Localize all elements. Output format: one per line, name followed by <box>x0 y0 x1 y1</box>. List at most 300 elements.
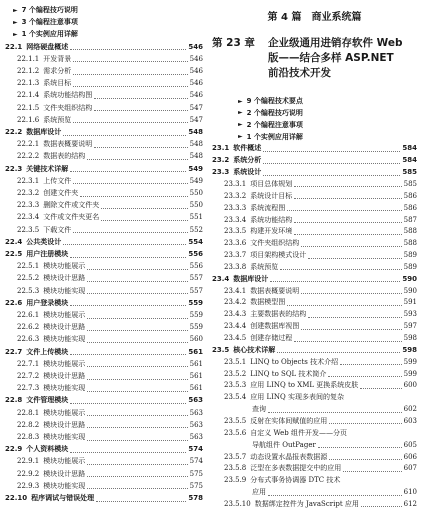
toc-page-number: 561 <box>189 372 203 380</box>
toc-dot-leader <box>70 348 186 355</box>
toc-subsection-entry[interactable] <box>212 308 417 320</box>
toc-subsection-entry[interactable] <box>5 468 203 480</box>
toc-page-number: 559 <box>189 311 203 319</box>
toc-subsection-entry[interactable] <box>5 285 203 297</box>
toc-entry-number: 23.3 <box>212 168 230 177</box>
toc-entry-title: 系统流程图 <box>250 203 286 212</box>
toc-subsection-entry[interactable] <box>5 150 203 162</box>
toc-dot-leader <box>340 358 402 365</box>
toc-page-number: 605 <box>403 440 417 449</box>
toc-dot-leader <box>70 446 186 453</box>
bullet-arrow-icon: ► <box>13 6 18 14</box>
toc-entry-number: 23.4.3 <box>224 310 247 319</box>
toc-page-number: 602 <box>403 405 417 414</box>
toc-dot-leader <box>87 458 187 465</box>
toc-subsection-entry[interactable] <box>5 309 203 321</box>
toc-entry-title: 文件夹组织结构 <box>250 239 300 248</box>
toc-entry-number: 22.10 <box>5 494 28 502</box>
toc-dot-leader <box>263 169 400 176</box>
toc-subsection-entry[interactable] <box>212 285 417 297</box>
toc-dot-leader <box>294 216 401 223</box>
toc-entry-number: 22.3.5 <box>17 225 40 234</box>
toc-entry-number: 22.3.1 <box>17 176 40 185</box>
toc-page-number: 548 <box>189 152 203 161</box>
toc-dot-leader <box>87 336 187 343</box>
toc-dot-leader <box>94 92 187 99</box>
toc-dot-leader <box>87 482 187 489</box>
toc-entry-number: 23.5.6 <box>224 428 247 437</box>
toc-section-entry[interactable] <box>212 154 417 166</box>
toc-entry-title: 模块功能展示 <box>43 408 86 417</box>
bullet-text: 2 个编程技巧说明 <box>246 108 303 117</box>
toc-entry-title: 系统预览 <box>250 262 279 271</box>
toc-entry-title: 文件或文件夹更名 <box>43 213 100 222</box>
toc-page-number: 546 <box>188 42 203 51</box>
toc-page-number: 584 <box>402 156 417 165</box>
toc-section-entry[interactable] <box>5 248 203 260</box>
bullet-text: 9 个编程技术要点 <box>246 97 303 105</box>
toc-feature-bullet[interactable] <box>212 131 417 143</box>
toc-dot-leader <box>87 287 187 294</box>
toc-subsection-entry[interactable] <box>212 296 417 308</box>
toc-entry-number: 22.4 <box>5 237 23 246</box>
toc-dot-leader <box>268 406 402 413</box>
toc-subsection-entry[interactable] <box>212 474 417 486</box>
toc-page-number: 549 <box>188 164 203 173</box>
toc-entry-title: 模块功能展示 <box>43 262 86 271</box>
toc-entry-number: 22.1 <box>5 42 23 51</box>
toc-section-entry[interactable] <box>5 443 203 455</box>
toc-entry-title: 模块设计思路 <box>43 274 86 283</box>
toc-subsection-entry[interactable] <box>212 498 417 510</box>
toc-dot-leader <box>87 312 187 319</box>
toc-dot-leader <box>87 409 187 416</box>
toc-dot-leader <box>263 145 400 152</box>
toc-entry-number: 23.3.4 <box>224 215 247 224</box>
toc-entry-title: 数据模型图 <box>250 298 286 307</box>
toc-entry-number: 23.2 <box>212 156 230 165</box>
toc-subsection-entry[interactable] <box>5 187 203 199</box>
toc-entry-number: 23.4.4 <box>224 322 247 331</box>
toc-dot-leader <box>294 228 401 235</box>
toc-subsection-entry[interactable] <box>212 356 417 368</box>
toc-section-entry[interactable] <box>212 142 417 154</box>
toc-entry-title: 创建文件夹 <box>43 189 79 197</box>
toc-feature-bullet[interactable] <box>5 16 203 28</box>
bullet-arrow-icon: ► <box>238 97 243 105</box>
toc-dot-leader <box>301 287 401 294</box>
toc-section-entry[interactable] <box>5 163 203 175</box>
toc-page-number: 586 <box>403 203 417 212</box>
toc-entry-continuation[interactable] <box>212 439 417 451</box>
toc-subsection-entry[interactable] <box>5 77 203 89</box>
toc-entry-title: 应用 LINQ to XML 更换系统皮肤 <box>250 381 359 390</box>
toc-subsection-entry[interactable] <box>212 202 417 214</box>
toc-entry-number: 22.2.1 <box>17 140 40 149</box>
toc-dot-leader <box>87 470 187 477</box>
toc-subsection-entry[interactable] <box>5 102 203 114</box>
toc-subsection-entry[interactable] <box>5 370 203 382</box>
toc-page-number: 547 <box>189 115 203 124</box>
toc-section-entry[interactable] <box>212 344 417 356</box>
toc-section-entry[interactable] <box>5 297 203 309</box>
toc-section-entry[interactable] <box>5 492 203 504</box>
toc-entry-number: 22.7.1 <box>17 359 40 368</box>
toc-dot-leader <box>343 465 401 472</box>
toc-feature-bullet[interactable] <box>5 28 203 40</box>
toc-entry-number: 22.5.1 <box>17 262 40 271</box>
toc-entry-number: 22.9.2 <box>17 469 40 478</box>
toc-subsection-entry[interactable] <box>212 214 417 226</box>
toc-subsection-entry[interactable] <box>5 419 203 431</box>
toc-page-number: 575 <box>189 481 203 490</box>
toc-page-number: 563 <box>189 420 203 429</box>
toc-dot-leader <box>287 299 401 306</box>
toc-section-entry[interactable] <box>5 41 203 53</box>
toc-subsection-entry[interactable] <box>5 407 203 419</box>
toc-dot-leader <box>94 141 187 148</box>
toc-entry-title: 删除文件或文件夹 <box>43 201 100 210</box>
toc-entry-title: 网络硬盘概述 <box>26 42 69 51</box>
toc-entry-number: 22.6 <box>5 298 23 307</box>
toc-page-number: 585 <box>403 179 417 188</box>
toc-subsection-entry[interactable] <box>212 320 417 332</box>
toc-entry-title: 用户注册模块 <box>26 250 69 258</box>
toc-entry-title: 模块功能展示 <box>43 457 86 466</box>
toc-page-number: 599 <box>403 357 417 366</box>
toc-page-number: 546 <box>189 91 203 100</box>
toc-entry-title: 系统预览 <box>43 115 72 124</box>
toc-page-number: 587 <box>403 215 417 224</box>
toc-entry-title: 关键技术详解 <box>26 164 69 173</box>
toc-entry-number: 23.3.5 <box>224 227 247 236</box>
toc-dot-leader <box>87 153 187 160</box>
toc-subsection-entry[interactable] <box>212 391 417 403</box>
toc-subsection-entry[interactable] <box>212 249 417 261</box>
toc-subsection-entry[interactable] <box>5 175 203 187</box>
toc-dot-leader <box>87 385 187 392</box>
toc-entry-continuation[interactable] <box>212 403 417 415</box>
toc-entry-number: 22.7.3 <box>17 384 40 393</box>
toc-subsection-entry[interactable] <box>212 261 417 273</box>
toc-entry-title: 动态设置水晶报表数据源 <box>250 452 328 461</box>
toc-dot-leader <box>318 441 402 448</box>
toc-page-number: 561 <box>189 384 203 393</box>
toc-page-number: 578 <box>188 494 203 502</box>
toc-subsection-entry[interactable] <box>5 53 203 65</box>
toc-entry-title: 系统目标 <box>43 79 72 88</box>
toc-entry-title: 开发背景 <box>43 54 72 63</box>
toc-page-number: 546 <box>189 54 203 63</box>
toc-entry-number: 23.5.5 <box>224 416 247 425</box>
toc-dot-leader <box>73 177 187 184</box>
toc-dot-leader <box>73 68 187 75</box>
toc-entry-title: 模块设计思路 <box>43 469 86 478</box>
toc-feature-bullet[interactable] <box>212 95 417 107</box>
toc-dot-leader <box>70 397 186 404</box>
toc-dot-leader <box>80 190 187 197</box>
toc-entry-title: 项目总体规划 <box>250 179 293 188</box>
toc-subsection-entry[interactable] <box>212 225 417 237</box>
toc-entry-title: 文件管理模块 <box>26 396 69 405</box>
toc-dot-leader <box>308 252 401 259</box>
toc-page-number: 556 <box>189 262 203 271</box>
toc-subsection-entry[interactable] <box>212 462 417 474</box>
toc-entry-number: 23.5.3 <box>224 381 247 390</box>
toc-dot-leader <box>308 311 401 318</box>
toc-entry-number: 22.8 <box>5 396 23 405</box>
toc-entry-number: 22.1.2 <box>17 67 40 75</box>
toc-page-number: 559 <box>189 323 203 332</box>
toc-entry-number: 23.4 <box>212 274 230 283</box>
toc-subsection-entry[interactable] <box>5 431 203 443</box>
toc-page-number: 546 <box>189 79 203 88</box>
toc-page-number: 563 <box>189 408 203 417</box>
toc-subsection-entry[interactable] <box>212 190 417 202</box>
toc-subsection-entry[interactable] <box>5 333 203 345</box>
toc-subsection-entry[interactable] <box>5 89 203 101</box>
toc-dot-leader <box>70 299 186 306</box>
toc-dot-leader <box>70 165 186 172</box>
toc-entry-title: 软件概述 <box>233 144 262 153</box>
toc-entry-number: 22.7.2 <box>17 372 40 380</box>
bullet-arrow-icon: ► <box>238 109 243 117</box>
toc-section-entry[interactable] <box>5 236 203 248</box>
toc-page-number: 548 <box>189 140 203 149</box>
toc-entry-number: 22.1.5 <box>17 103 40 112</box>
toc-dot-leader <box>96 495 186 502</box>
toc-subsection-entry[interactable] <box>5 358 203 370</box>
toc-entry-title: 导航组件 OutPager <box>252 440 316 449</box>
toc-subsection-entry[interactable] <box>212 427 417 439</box>
toc-subsection-entry[interactable] <box>5 224 203 236</box>
toc-dot-leader <box>87 263 187 270</box>
toc-subsection-entry[interactable] <box>212 451 417 463</box>
toc-section-entry[interactable] <box>212 273 417 285</box>
part-heading: 第 4 篇 商业系统篇 <box>267 12 362 23</box>
toc-subsection-entry[interactable] <box>5 321 203 333</box>
toc-entry-title: 数据库设计 <box>26 128 62 136</box>
bullet-arrow-icon: ► <box>13 30 18 38</box>
toc-page-number: 561 <box>189 359 203 368</box>
toc-entry-title: 数据表概要说明 <box>250 286 300 295</box>
bullet-arrow-icon: ► <box>13 18 18 26</box>
toc-page-number: 588 <box>403 239 417 248</box>
toc-dot-leader <box>87 434 187 441</box>
toc-entry-number: 23.5 <box>212 345 230 354</box>
toc-entry-number: 22.3 <box>5 164 23 173</box>
toc-entry-number: 22.5 <box>5 250 23 258</box>
toc-subsection-entry[interactable] <box>5 382 203 394</box>
toc-entry-title: 应用 LINQ 实现多表间的复杂 <box>250 393 344 402</box>
chapter-title: 企业级通用进销存软件 Web 版——结合多样 ASP.NET 前沿技术开发 <box>268 37 403 79</box>
toc-entry-title: 文件夹组织结构 <box>43 103 93 112</box>
toc-page-number: 561 <box>188 347 203 356</box>
toc-page-number: 606 <box>403 452 417 461</box>
toc-entry-title: 模块功能实现 <box>43 433 86 441</box>
toc-dot-leader <box>87 360 187 367</box>
toc-entry-number: 22.8.2 <box>17 420 40 429</box>
toc-entry-number: 22.6.1 <box>17 311 40 319</box>
toc-subsection-entry[interactable] <box>212 415 417 427</box>
toc-dot-leader <box>329 453 401 460</box>
toc-page-number: 557 <box>189 286 203 295</box>
toc-feature-bullet[interactable] <box>212 107 417 119</box>
toc-entry-title: 系统设计目标 <box>250 191 293 200</box>
toc-entry-number: 23.4.5 <box>224 334 247 342</box>
toc-subsection-entry[interactable] <box>212 368 417 380</box>
toc-subsection-entry[interactable] <box>212 237 417 249</box>
toc-dot-leader <box>329 417 401 424</box>
toc-entry-number: 22.1.1 <box>17 54 40 63</box>
toc-entry-title: 模块功能实现 <box>43 481 86 490</box>
toc-entry-number: 22.8.1 <box>17 408 40 417</box>
bullet-text: 1 个实例应用详解 <box>21 30 78 39</box>
toc-feature-bullet[interactable] <box>212 119 417 131</box>
toc-subsection-entry[interactable] <box>212 332 417 344</box>
toc-page-number: 585 <box>402 168 417 177</box>
toc-entry-title: 系统功能结构图 <box>43 91 93 100</box>
toc-entry-title: 项目架构模式设计 <box>250 251 307 260</box>
toc-entry-continuation[interactable] <box>212 486 417 498</box>
toc-entry-number: 23.3.3 <box>224 203 247 212</box>
toc-entry-title: 程序调试与错误处理 <box>31 494 95 502</box>
toc-entry-title: 模块设计思路 <box>43 420 86 429</box>
toc-subsection-entry[interactable] <box>5 199 203 211</box>
toc-entry-title: 公共类设计 <box>26 237 62 246</box>
toc-entry-title: 分布式事务协调器 DTC 技术 <box>250 476 341 485</box>
toc-subsection-entry[interactable] <box>5 114 203 126</box>
toc-entry-title: 数据表概要说明 <box>43 140 93 149</box>
toc-entry-number: 23.3.8 <box>224 262 247 271</box>
toc-entry-number: 23.4.1 <box>224 286 247 295</box>
toc-subsection-entry[interactable] <box>5 211 203 223</box>
toc-dot-leader <box>361 500 402 507</box>
toc-dot-leader <box>263 157 400 164</box>
toc-subsection-entry[interactable] <box>5 65 203 77</box>
toc-dot-leader <box>63 129 186 136</box>
toc-entry-number: 23.5.10 <box>224 499 251 508</box>
toc-dot-leader <box>73 80 187 87</box>
toc-page-number: 590 <box>403 286 417 295</box>
toc-dot-leader <box>294 192 401 199</box>
toc-dot-leader <box>268 489 402 496</box>
toc-entry-number: 22.1.3 <box>17 79 40 88</box>
toc-entry-title: 泛型在多表数据提交中的应用 <box>250 464 342 473</box>
toc-dot-leader <box>70 251 186 258</box>
toc-entry-title: 模块功能实现 <box>43 384 86 393</box>
toc-subsection-entry[interactable] <box>5 138 203 150</box>
toc-section-entry[interactable] <box>5 346 203 358</box>
toc-entry-title: 模块功能实现 <box>43 335 86 344</box>
toc-feature-bullet[interactable] <box>5 4 203 16</box>
toc-entry-number: 22.5.2 <box>17 274 40 283</box>
toc-subsection-entry[interactable] <box>5 260 203 272</box>
toc-page-number: 550 <box>189 201 203 210</box>
toc-entry-number: 22.1.4 <box>17 91 40 100</box>
chapter-number: 第 23 章 <box>212 37 255 49</box>
toc-section-entry[interactable] <box>5 394 203 406</box>
toc-entry-title: 自定义 Web 组件开发——分页 <box>250 428 347 437</box>
toc-entry-title: 创建存储过程 <box>250 334 293 342</box>
toc-page-number: 588 <box>403 227 417 236</box>
toc-page-number: 598 <box>403 334 417 342</box>
toc-entry-number: 22.2.2 <box>17 152 40 161</box>
toc-entry-number: 23.5.9 <box>224 476 247 485</box>
toc-subsection-entry[interactable] <box>5 272 203 284</box>
toc-entry-title: 下载文件 <box>43 225 72 234</box>
toc-page-number: 557 <box>189 274 203 283</box>
toc-page-number: 607 <box>403 464 417 473</box>
toc-entry-number: 22.9 <box>5 445 23 454</box>
toc-page-number: 550 <box>189 189 203 197</box>
toc-dot-leader <box>73 55 187 62</box>
toc-page-number: 546 <box>189 67 203 75</box>
toc-entry-title: 查询 <box>252 405 266 414</box>
toc-dot-leader <box>63 238 186 245</box>
toc-page-number: 547 <box>189 103 203 112</box>
toc-entry-number: 22.7 <box>5 347 23 356</box>
toc-entry-title: 模块功能实现 <box>43 286 86 295</box>
toc-entry-title: 数据库设计 <box>233 274 269 283</box>
toc-entry-number: 23.5.2 <box>224 369 247 378</box>
toc-page-number: 590 <box>402 274 417 283</box>
toc-subsection-entry[interactable] <box>212 178 417 190</box>
toc-dot-leader <box>87 373 187 380</box>
toc-dot-leader <box>94 104 187 111</box>
toc-page-number: 591 <box>403 298 417 307</box>
toc-dot-leader <box>294 180 401 187</box>
toc-entry-title: 应用 <box>252 488 266 497</box>
toc-entry-title: 系统功能结构 <box>250 215 293 224</box>
toc-dot-leader <box>294 335 401 342</box>
toc-page-number: 589 <box>403 262 417 271</box>
toc-subsection-entry[interactable] <box>212 379 417 391</box>
toc-entry-title: 数据绑定控件为 JavaScript 应用 <box>254 499 359 508</box>
toc-entry-number: 22.3.3 <box>17 201 40 210</box>
toc-subsection-entry[interactable] <box>5 455 203 467</box>
bullet-text: 1 个实例应用详解 <box>246 132 303 141</box>
toc-section-entry[interactable] <box>212 166 417 178</box>
toc-entry-number: 22.5.3 <box>17 286 40 295</box>
toc-page-number: 612 <box>403 499 417 508</box>
toc-entry-number: 22.6.2 <box>17 323 40 332</box>
toc-entry-title: 用户登录模块 <box>26 298 69 307</box>
toc-entry-title: 上传文件 <box>43 176 72 185</box>
toc-page-number: 574 <box>189 457 203 466</box>
toc-page-number: 556 <box>188 250 203 258</box>
toc-entry-number: 22.3.2 <box>17 189 40 197</box>
toc-dot-leader <box>280 263 401 270</box>
toc-dot-leader <box>270 275 400 282</box>
toc-subsection-entry[interactable] <box>5 480 203 492</box>
toc-page-number: 603 <box>403 416 417 425</box>
toc-page-number: 563 <box>189 433 203 441</box>
toc-page-number: 589 <box>403 251 417 260</box>
toc-page-number: 598 <box>402 345 417 354</box>
toc-entry-title: 模块设计思路 <box>43 372 86 380</box>
toc-entry-number: 23.3.1 <box>224 179 247 188</box>
toc-entry-number: 22.1.6 <box>17 115 40 124</box>
toc-page-number: 548 <box>188 128 203 136</box>
toc-entry-number: 23.3.7 <box>224 251 247 260</box>
toc-section-entry[interactable] <box>5 126 203 138</box>
toc-entry-number: 22.6.3 <box>17 335 40 344</box>
toc-entry-title: 模块功能展示 <box>43 359 86 368</box>
toc-page-number: 560 <box>189 335 203 344</box>
toc-dot-leader <box>277 346 400 353</box>
toc-entry-title: 模块设计思路 <box>43 323 86 332</box>
